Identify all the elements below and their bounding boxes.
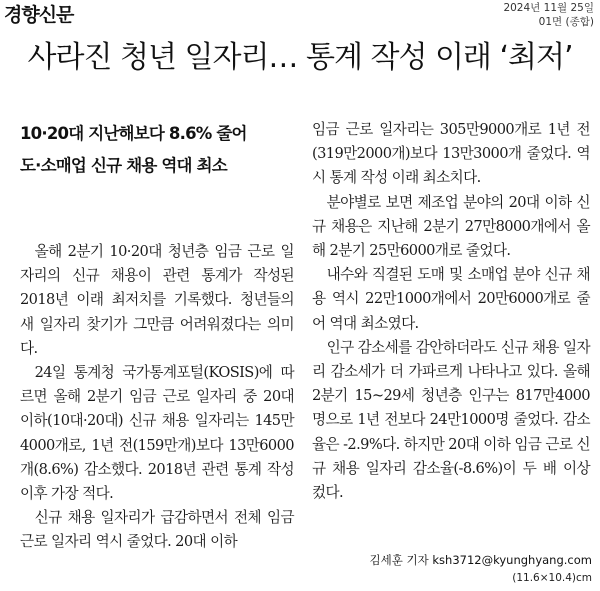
body-paragraph: 올해 2분기 10·20대 청년층 임금 근로 일자리의 신규 채용이 관련 통계가 작성된 2018년 이래 최저치를 기록했다. 청년들의 새 일자리 찾기가 그만큼 어려워졌다는 의미다. [20, 243, 294, 357]
subheadline-1: 10·20대 지난해보다 8.6% 줄어 [20, 124, 247, 143]
byline: 김세훈 기자 ksh3712@kyunghyang.com [369, 553, 592, 567]
edition-meta [503, 1, 594, 29]
body-paragraph: 임금 근로 일자리는 305만9000개로 1년 전(319만2000개)보다 13만3000개 줄었다. 역시 통계 작성 이래 최소치다. [312, 121, 590, 187]
body-paragraph: 24일 통계청 국가통계포털(KOSIS)에 따르면 올해 2분기 임금 근로 일자리 중 20대 이하(10대·20대) 신규 채용 일자리는 145만4000개로, 1년 전(159만개)보다 13만6000개(8.6%) 감소했다. 2018년 관련 통계 작성 이후 가장 적다. [20, 364, 294, 503]
headline: 사라진 청년 일자리… 통계 작성 이래 ‘최저’ [27, 40, 573, 75]
masthead-logo: 경향신문 [4, 4, 74, 26]
body-paragraph: 내수와 직결된 도매 및 소매업 분야 신규 채용 역시 22만1000개에서 20만6000개로 줄어 역대 최소였다. [312, 266, 590, 332]
body-paragraph: 분야별로 보면 제조업 분야의 20대 이하 신규 채용은 지난해 2분기 27만8000개에서 올해 2분기 25만6000개로 줄었다. [312, 193, 590, 260]
body-paragraph: 신규 채용 일자리가 급감하면서 전체 임금 근로 일자리 역시 줄었다. 20대 이하 [20, 509, 294, 551]
left-column [20, 118, 294, 555]
right-column [312, 118, 590, 505]
subheadline-block [20, 118, 294, 182]
subheadline-2: 도·소매업 신규 채용 역대 최소 [20, 156, 227, 175]
page-section: 01면 (종합) [538, 16, 594, 28]
body-paragraph: 인구 감소세를 감안하더라도 신규 채용 일자리 감소세가 더 가파르게 나타나고 있다. 올해 2분기 15~29세 청년층 인구는 817만4000명으로 1년 전보다 24만1000명 줄었다. 감소율은 -2.9%다. 하지만 20대 이하 임금 근로 신규 채용 일자리 감소율(-8.6%)이 두 배 이상 컸다. [312, 338, 590, 502]
publication-date: 2024년 11월 25일 [503, 2, 594, 14]
article-size-note: (11.6×10.4)cm [512, 572, 592, 584]
